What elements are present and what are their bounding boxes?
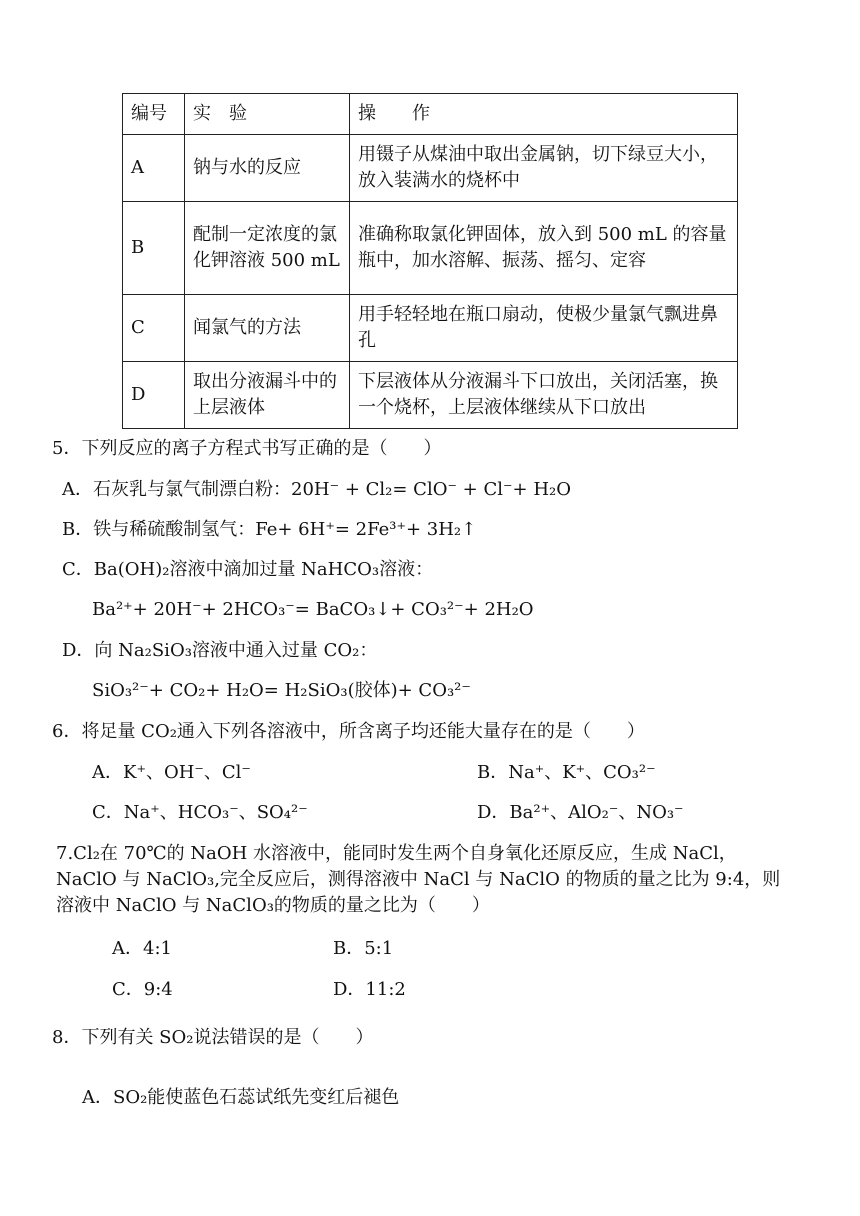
q8-option-a: A．SO₂能使蓝色石蕊试纸先变红后褪色 xyxy=(82,1087,400,1108)
row-experiment: 钠与水的反应 xyxy=(185,135,350,202)
q5-option-c: C．Ba(OH)₂溶液中滴加过量 NaHCO₃溶液： xyxy=(62,559,434,580)
q8-stem: 8．下列有关 SO₂说法错误的是（ ） xyxy=(52,1027,374,1048)
q5-option-c-equation: Ba²⁺+ 20H⁻+ 2HCO₃⁻= BaCO₃↓+ CO₃²⁻+ 2H₂O xyxy=(92,599,534,620)
q7-option-d: D．11:2 xyxy=(333,979,406,1000)
row-id: A xyxy=(123,135,185,202)
q6-option-a: A．K⁺、OH⁻、Cl⁻ xyxy=(92,762,251,783)
q5-option-b: B．铁与稀硫酸制氢气：Fe+ 6H⁺= 2Fe³⁺+ 3H₂↑ xyxy=(62,519,477,540)
table-row xyxy=(123,202,738,295)
q7-stem: 7.Cl₂在 70℃的 NaOH 水溶液中，能同时发生两个自身氧化还原反应，生成 NaCl，NaClO 与 NaClO₃,完全反应后，测得溶液中 NaCl 与 NaClO 的物质的量之比为 9:4，则溶液中 NaClO 与 NaClO₃的物质的量之比为（ ） xyxy=(56,843,781,916)
row-operation: 用手轻轻地在瓶口扇动，使极少量氯气飘进鼻孔 xyxy=(350,295,738,362)
table-header-row xyxy=(123,94,738,135)
q6-stem: 6．将足量 CO₂通入下列各溶液中，所含离子均还能大量存在的是（ ） xyxy=(52,721,645,742)
row-operation: 用镊子从煤油中取出金属钠，切下绿豆大小，放入装满水的烧杯中 xyxy=(350,135,738,202)
row-id: C xyxy=(123,295,185,362)
row-operation: 下层液体从分液漏斗下口放出，关闭活塞，换一个烧杯，上层液体继续从下口放出 xyxy=(350,362,738,429)
header-id: 编号 xyxy=(123,94,185,135)
experiment-table xyxy=(122,93,738,429)
q6-option-b: B．Na⁺、K⁺、CO₃²⁻ xyxy=(477,762,656,783)
q5-option-d: D．向 Na₂SiO₃溶液中通入过量 CO₂： xyxy=(62,640,378,661)
q6-option-c: C．Na⁺、HCO₃⁻、SO₄²⁻ xyxy=(92,802,308,823)
q5-option-a: A．石灰乳与氯气制漂白粉：20H⁻ + Cl₂= ClO⁻ + Cl⁻+ H₂O xyxy=(62,479,571,500)
header-experiment: 实 验 xyxy=(185,94,350,135)
row-id: B xyxy=(123,202,185,295)
header-operation: 操 作 xyxy=(350,94,738,135)
q7-option-b: B．5:1 xyxy=(333,938,394,959)
row-experiment: 取出分液漏斗中的上层液体 xyxy=(185,362,350,429)
row-experiment: 闻氯气的方法 xyxy=(185,295,350,362)
table-row xyxy=(123,295,738,362)
row-operation: 准确称取氯化钾固体，放入到 500 mL 的容量瓶中，加水溶解、振荡、摇匀、定容 xyxy=(350,202,738,295)
table-row xyxy=(123,362,738,429)
q5-stem: 5．下列反应的离子方程式书写正确的是（ ） xyxy=(52,438,442,459)
q7-option-c: C．9:4 xyxy=(112,979,173,1000)
row-id: D xyxy=(123,362,185,429)
table-row xyxy=(123,135,738,202)
q6-option-d: D．Ba²⁺、AlO₂⁻、NO₃⁻ xyxy=(477,802,684,823)
q5-option-d-equation: SiO₃²⁻+ CO₂+ H₂O= H₂SiO₃(胶体)+ CO₃²⁻ xyxy=(92,680,471,701)
row-experiment: 配制一定浓度的氯化钾溶液 500 mL xyxy=(185,202,350,295)
q7-option-a: A．4:1 xyxy=(112,938,172,959)
